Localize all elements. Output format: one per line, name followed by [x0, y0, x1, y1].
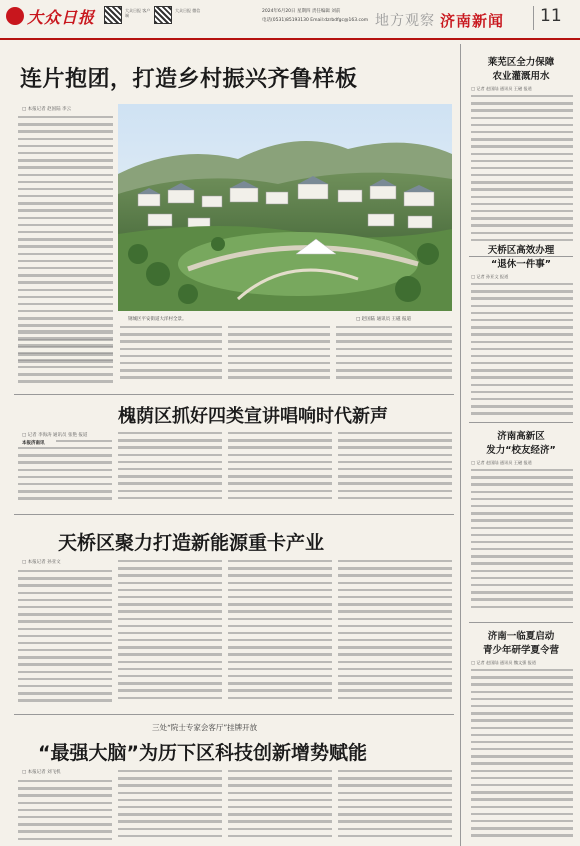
sidebar-headline: 莱芜区全力保障 [487, 57, 555, 68]
article-body [338, 432, 452, 506]
masthead [0, 0, 580, 40]
article-headline: “最强大脑”为历下区科技创新增势赋能 [38, 742, 367, 764]
article-body [338, 770, 452, 842]
divider [14, 514, 454, 515]
contact-line: 电话(0531)85193130 Email:dzrbdfgc@163.com [262, 18, 369, 23]
article-body [18, 780, 112, 842]
article-body [120, 326, 222, 388]
sidebar-headline: 发力“校友经济” [486, 445, 556, 456]
article-byline: □ 记者 李海涛 通讯员 张艳 报道 [22, 433, 88, 438]
article-kicker: 三处“院士专家会客厅”挂牌开放 [152, 723, 258, 732]
sidebar-headline: 济南一临夏启动 [487, 631, 555, 642]
sidebar-headline: 青少年研学夏令营 [482, 645, 559, 656]
dateline: 2024年6月20日 星期四 责任编辑 刘前 [262, 9, 341, 14]
article-headline: 天桥区聚力打造新能源重卡产业 [58, 532, 325, 554]
article-body [228, 770, 332, 842]
logo-emblem-icon [6, 7, 24, 25]
article-byline: □ 本报记者 孙亚文 [22, 560, 61, 565]
sidebar-body [471, 95, 573, 251]
article-body [336, 326, 452, 388]
article-body [18, 116, 113, 366]
sidebar-body [471, 283, 573, 423]
divider [469, 622, 573, 623]
qr-code-icon [154, 6, 172, 24]
article-body [228, 560, 332, 710]
sidebar-headline: 济南高新区 [497, 431, 545, 442]
sidebar-headline: 天桥区高效办理 [487, 245, 555, 256]
article-body [338, 560, 452, 710]
article-body [118, 432, 222, 506]
sidebar-body [471, 669, 573, 839]
sidebar-byline: □ 记者 赵国陆 通讯员 王磁 报道 [471, 460, 532, 465]
article-body [228, 432, 332, 506]
article-headline: 槐荫区抓好四类宣讲唱响时代新声 [118, 406, 388, 427]
sidebar-headline: “退休一件事” [491, 259, 551, 270]
newspaper-logo [6, 5, 98, 31]
page-number: 11 [540, 6, 562, 26]
article-lead: 本报济南讯 [22, 441, 45, 446]
qr-code-icon [104, 6, 122, 24]
section-name: 地方观察 [375, 13, 435, 29]
article-body [118, 560, 222, 710]
divider [14, 714, 454, 715]
village-aerial-photo [118, 104, 452, 311]
sidebar-body [471, 469, 573, 615]
article-body [18, 447, 112, 505]
section-title: 济南新闻 [440, 12, 505, 30]
photo-credit: □ 赵国陆 通讯员 王磁 报道 [356, 317, 411, 322]
sidebar-column [460, 44, 580, 846]
article-body [118, 770, 222, 842]
sidebar-byline: □ 记者 赵国陆 通讯员 王磁 报道 [471, 86, 532, 91]
article-body [18, 570, 112, 710]
article-body [18, 330, 113, 390]
sidebar-byline: □ 记者 孙亚文 报道 [471, 274, 509, 279]
divider [14, 394, 454, 395]
sidebar-byline: □ 记者 赵国陆 通讯员 魏文强 报道 [471, 660, 537, 665]
qr-caption: 大众日报 微信 [175, 8, 201, 13]
article-body [228, 326, 330, 388]
photo-caption: 钢城区平安街道大洋村全景。 [128, 317, 187, 322]
divider [533, 6, 534, 30]
divider [469, 422, 573, 423]
article-byline: □ 本报记者 刘飞机 [22, 770, 61, 775]
article-byline: □ 本报记者 赵国陆 李云 [22, 107, 72, 112]
article-headline: 连片抱团，打造乡村振兴齐鲁样板 [20, 67, 358, 92]
qr-caption: 大众日报 客户端 [125, 8, 151, 18]
main-column [0, 44, 458, 846]
sidebar-headline: 农业灌溉用水 [492, 71, 550, 82]
logo-text: 大众日报 [27, 8, 96, 27]
